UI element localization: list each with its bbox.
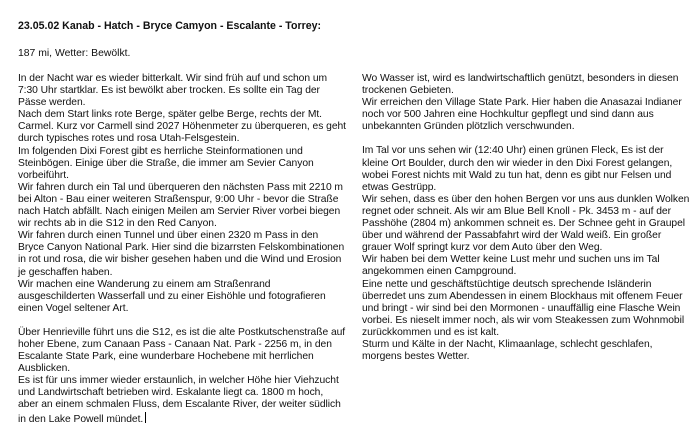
page-title: 23.05.02 Kanab - Hatch - Bryce Camyon - Escalante - Torrey: [18, 20, 322, 32]
text-line: Wir sehen, dass es über den hohen Bergen vor uns aus dunklen Wolken regnet oder schneit. Als wir am Blue Bell Knoll - Pk. 3453 m - auf der Passhöhe (2804 m) ankommen schneit es. Der Schnee geht in Graupel über und während der Passabfahrt wird der Wald weiß. Ein großer grauer Wolf springt kurz vor dem Auto über den Weg. [362, 193, 690, 254]
paragraph [362, 73, 692, 133]
text-line: In der Nacht war es wieder bitterkalt. Wir sind früh auf und schon um 7:30 Uhr startklar. Es ist bewölkt aber trocken. Es sollte ein Tag der Pässe werden. [18, 73, 328, 109]
text-line: Wir fahren durch einen Tunnel und über einen 2320 m Pass in den Bryce Canyon National Park. Hier sind die bizarrsten Felskombinationen in rot und rosa, die wir bisher gesehen haben und die Wind und Erosion je geschaffen haben. [18, 230, 345, 278]
text-line: Sturm und Kälte in der Nacht, Klimaanlage, schlecht geschlafen, morgens bestes Wetter. [362, 338, 653, 363]
paragraph [18, 327, 346, 426]
text-line: Wir fahren durch ein Tal und überqueren den nächsten Pass mit 2210 m bei Alton - Bau einer weiteren Straßenspur, 9:00 Uhr - bevor die Straße nach Hatch abfällt. Nach einigen Meilen am Servier River vorbei biegen wir rechts ab in die S12 in den Red Canyon. [18, 181, 343, 230]
paragraph [362, 145, 692, 363]
text-line: Wir haben bei dem Wetter keine Lust mehr und suchen uns im Tal angekommen einen Campground. [362, 254, 660, 278]
text-line: Im folgenden Dixi Forest gibt es herrliche Steinformationen und Steinbögen. Einige über die Straße, die immer am Sevier Canyon vorbeiführt. [18, 145, 314, 181]
text-line: Wir machen eine Wanderung zu einem am Straßenrand ausgeschilderten Wasserfall und zu einer Eishöhle und fotografieren einen Vogel seltener Art. [18, 278, 326, 314]
text-line: Im Tal vor uns sehen wir (12:40 Uhr) einen grünen Fleck, Es ist der kleine Ort Boulder, durch den wir wieder in den Dixi Forest gelangen, wobei Forest nichts mit Wald zu tun hat, denn es gibt nur Felsen und etwas Gestrüpp. [362, 145, 673, 193]
left-column [18, 73, 346, 438]
text-line: Eine nette und geschäftstüchtige deutsch sprechende Isländerin überredet uns zum Abendessen in einem Blockhaus mit offenem Feuer und bringt - wir sind bei den Mormonen - unauffällig eine Flasche Wein vorbei. Es nieselt immer noch, als wir vom Steakessen zum Wohnmobil zurückkommen und es ist kalt. [362, 278, 685, 338]
text-line [18, 375, 346, 425]
text-line: Über Henrieville führt uns die S12, es ist die alte Postkutschenstraße auf hoher Ebene, zum Canaan Pass - Canaan Nat. Park - 2256 m, in den Escalante State Park, eine wunderbare Hochebene mit herrlichen Ausblicken. [18, 326, 346, 375]
text-line: Nach dem Start links rote Berge, später gelbe Berge, rechts der Mt. Carmel. Kurz vor Carmell sind 2027 Höhenmeter zu überqueren, es geht durch typisches rotes und rosa Utah-Felsgestein. [18, 109, 346, 145]
text-line: Wir erreichen den Village State Park. Hier haben die Anasazai Indianer noch vor 500 Jahren eine Hochkultur gepflegt und sind dann aus unbekannten Gründen plötzlich verschwunden. [362, 97, 682, 133]
text-cursor [145, 412, 146, 423]
text-line: Wo Wasser ist, wird es landwirtschaftlich genützt, besonders in diesen trockenen Gebieten. [362, 73, 679, 97]
paragraph [18, 73, 346, 315]
right-column [362, 73, 692, 375]
weather-line: 187 mi, Wetter: Bewölkt. [18, 48, 131, 59]
text-line-last: Es ist für uns immer wieder erstaunlich, in welcher Höhe hier Viehzucht und Landwirtschaft betrieben wird. Eskalante liegt ca. 1800 m hoch, aber an einem schmalen Fluss, dem Escalante River, der weiter südlich in den Lake Powell mündet. [18, 375, 341, 425]
